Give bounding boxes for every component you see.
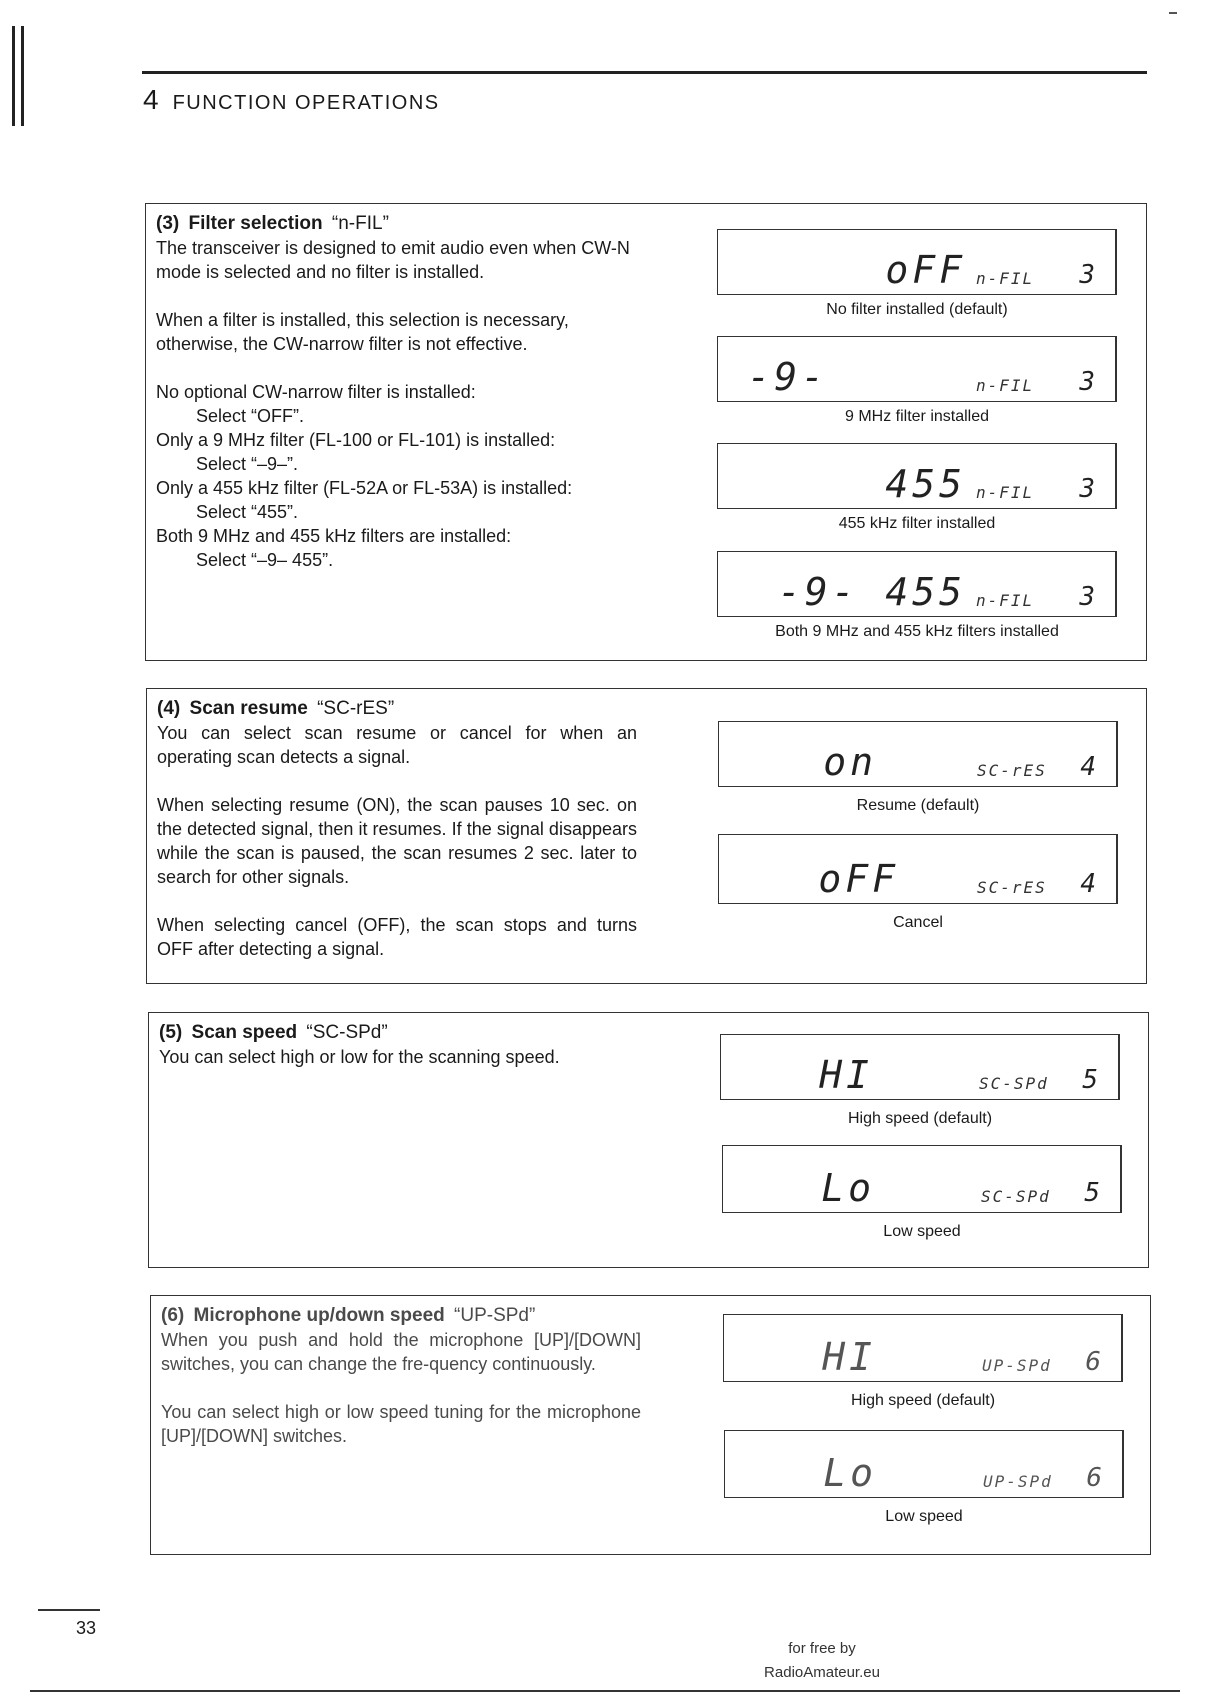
- heading-title: Scan speed: [191, 1022, 298, 1043]
- option-condition: Only a 9 MHz filter (FL-100 or FL-101) is installed:: [156, 430, 556, 450]
- paragraph: When selecting resume (ON), the scan pauses 10 sec. on the detected signal, then it resumes. If the signal disappears while the scan is paused, the scan resumes 2 sec. later to search for other signals.: [157, 795, 637, 887]
- page-number: 33: [76, 1618, 97, 1638]
- display-caption: High speed (default): [847, 1110, 993, 1127]
- option-condition: No optional CW-narrow filter is installed:: [156, 382, 476, 402]
- lcd-menu-code: SC-SPd: [981, 1187, 1051, 1206]
- lcd-menu-code: n-FIL: [976, 483, 1035, 502]
- binder-marks: [12, 26, 26, 126]
- display-caption: 9 MHz filter installed: [844, 408, 990, 425]
- paragraph: When you push and hold the microphone [UP]/[DOWN] switches, you can change the fre-quency continuously.: [161, 1330, 641, 1374]
- lcd-menu-code: UP-SPd: [982, 1356, 1052, 1375]
- heading-code: “SC-SPd”: [306, 1022, 388, 1043]
- display-panel: [717, 336, 1117, 426]
- paragraph: You can select high or low for the scanning speed.: [159, 1047, 560, 1067]
- display-panel: [723, 1314, 1123, 1410]
- header-rule: [142, 71, 1147, 74]
- lcd-display: [717, 336, 1117, 402]
- heading-number: (6): [161, 1305, 185, 1326]
- section-microphone-speed: [150, 1295, 1151, 1555]
- lcd-menu-index: 5: [1082, 1065, 1098, 1095]
- option-select: Select “–9–”.: [196, 454, 299, 474]
- option-select: Select “–9– 455”.: [196, 550, 334, 570]
- lcd-main-readout: oFF: [885, 248, 966, 292]
- lcd-menu-index: 3: [1079, 367, 1095, 397]
- lcd-menu-code: n-FIL: [976, 591, 1035, 610]
- lcd-main-readout: oFF: [818, 857, 899, 901]
- display-panel: [717, 443, 1117, 533]
- chapter-header: [143, 84, 440, 116]
- display-panel: [718, 721, 1118, 815]
- section-heading: [159, 1021, 639, 1045]
- paragraph: When a filter is installed, this selection is necessary, otherwise, the CW-narrow filter is not effective.: [156, 310, 569, 354]
- display-caption: Low speed: [885, 1508, 963, 1525]
- paragraph: You can select high or low speed tuning for the microphone [UP]/[DOWN] switches.: [161, 1402, 641, 1446]
- heading-number: (4): [157, 698, 181, 719]
- lcd-main-readout: HI: [822, 1335, 876, 1379]
- lcd-menu-code: SC-rES: [977, 878, 1047, 897]
- lcd-menu-code: n-FIL: [976, 269, 1035, 288]
- section-text: [157, 697, 637, 961]
- section-scan-resume: [146, 688, 1147, 984]
- display-panel: [717, 229, 1117, 319]
- section-text: [161, 1304, 641, 1448]
- lcd-menu-index: 6: [1085, 1347, 1101, 1377]
- chapter-title: FUNCTION OPERATIONS: [172, 92, 440, 114]
- lcd-display: [718, 721, 1118, 787]
- display-panel: [722, 1145, 1122, 1241]
- heading-code: “UP-SPd”: [454, 1305, 536, 1326]
- display-caption: Resume (default): [856, 797, 980, 814]
- display-caption: Cancel: [893, 914, 943, 931]
- section-scan-speed: [148, 1012, 1149, 1268]
- lcd-main-readout: 455: [885, 462, 966, 506]
- paragraph: The transceiver is designed to emit audio even when CW-N mode is selected and no filter is installed.: [156, 238, 630, 282]
- lcd-display: [723, 1314, 1123, 1382]
- heading-title: Scan resume: [189, 698, 308, 719]
- lcd-display: [722, 1145, 1122, 1213]
- paragraph: When selecting cancel (OFF), the scan stops and turns OFF after detecting a signal.: [157, 915, 637, 959]
- lcd-main-readout: -9-: [747, 355, 828, 399]
- lcd-display: [717, 443, 1117, 509]
- lcd-menu-index: 5: [1084, 1178, 1100, 1208]
- option-condition: Both 9 MHz and 455 kHz filters are installed:: [156, 526, 512, 546]
- lcd-display: [720, 1034, 1120, 1100]
- paragraph: You can select scan resume or cancel for when an operating scan detects a signal.: [157, 723, 637, 767]
- lcd-main-readout: Lo: [823, 1451, 877, 1495]
- section-text: [156, 212, 636, 572]
- display-caption: High speed (default): [850, 1392, 996, 1409]
- heading-code: “n-FIL”: [331, 213, 389, 234]
- lcd-main-readout: HI: [819, 1053, 873, 1097]
- footer-credit-site: RadioAmateur.eu: [764, 1664, 880, 1681]
- lcd-menu-index: 4: [1080, 752, 1096, 782]
- option-select: Select “455”.: [196, 502, 299, 522]
- option-select: Select “OFF”.: [196, 406, 305, 426]
- bottom-rule: [30, 1690, 1180, 1692]
- lcd-menu-code: n-FIL: [976, 376, 1035, 395]
- corner-mark: [1169, 12, 1177, 14]
- lcd-main-readout: Lo: [821, 1166, 875, 1210]
- heading-number: (3): [156, 213, 180, 234]
- section-heading: [156, 212, 636, 236]
- lcd-menu-index: 3: [1079, 260, 1095, 290]
- display-panel: [724, 1430, 1124, 1526]
- heading-title: Filter selection: [188, 213, 323, 234]
- lcd-menu-index: 4: [1080, 869, 1096, 899]
- section-heading: [157, 697, 637, 721]
- display-panel: [717, 551, 1117, 641]
- page-number-rule: [38, 1609, 100, 1611]
- display-panel: [718, 834, 1118, 932]
- footer-credit: [752, 1637, 892, 1685]
- display-caption: No filter installed (default): [826, 301, 1008, 318]
- lcd-display: [717, 551, 1117, 617]
- footer-credit-line: for free by: [788, 1640, 856, 1657]
- lcd-display: [717, 229, 1117, 295]
- heading-number: (5): [159, 1022, 183, 1043]
- display-caption: Both 9 MHz and 455 kHz filters installed: [775, 623, 1059, 640]
- lcd-menu-code: SC-SPd: [979, 1074, 1049, 1093]
- heading-code: “SC-rES”: [317, 698, 395, 719]
- lcd-main-readout: -9- 455: [777, 570, 966, 614]
- lcd-display: [724, 1430, 1124, 1498]
- lcd-menu-code: UP-SPd: [983, 1472, 1053, 1491]
- lcd-menu-index: 6: [1086, 1463, 1102, 1493]
- option-condition: Only a 455 kHz filter (FL-52A or FL-53A) is installed:: [156, 478, 573, 498]
- display-panel: [720, 1034, 1120, 1128]
- lcd-menu-code: SC-rES: [977, 761, 1047, 780]
- section-text: [159, 1021, 639, 1069]
- lcd-menu-index: 3: [1079, 582, 1095, 612]
- chapter-number: 4: [143, 84, 159, 115]
- lcd-main-readout: on: [823, 740, 877, 784]
- heading-title: Microphone up/down speed: [193, 1305, 445, 1326]
- display-caption: Low speed: [883, 1223, 961, 1240]
- section-filter-selection: [145, 203, 1147, 661]
- display-caption: 455 kHz filter installed: [838, 515, 996, 532]
- lcd-menu-index: 3: [1079, 474, 1095, 504]
- lcd-display: [718, 834, 1118, 904]
- section-heading: [161, 1304, 641, 1328]
